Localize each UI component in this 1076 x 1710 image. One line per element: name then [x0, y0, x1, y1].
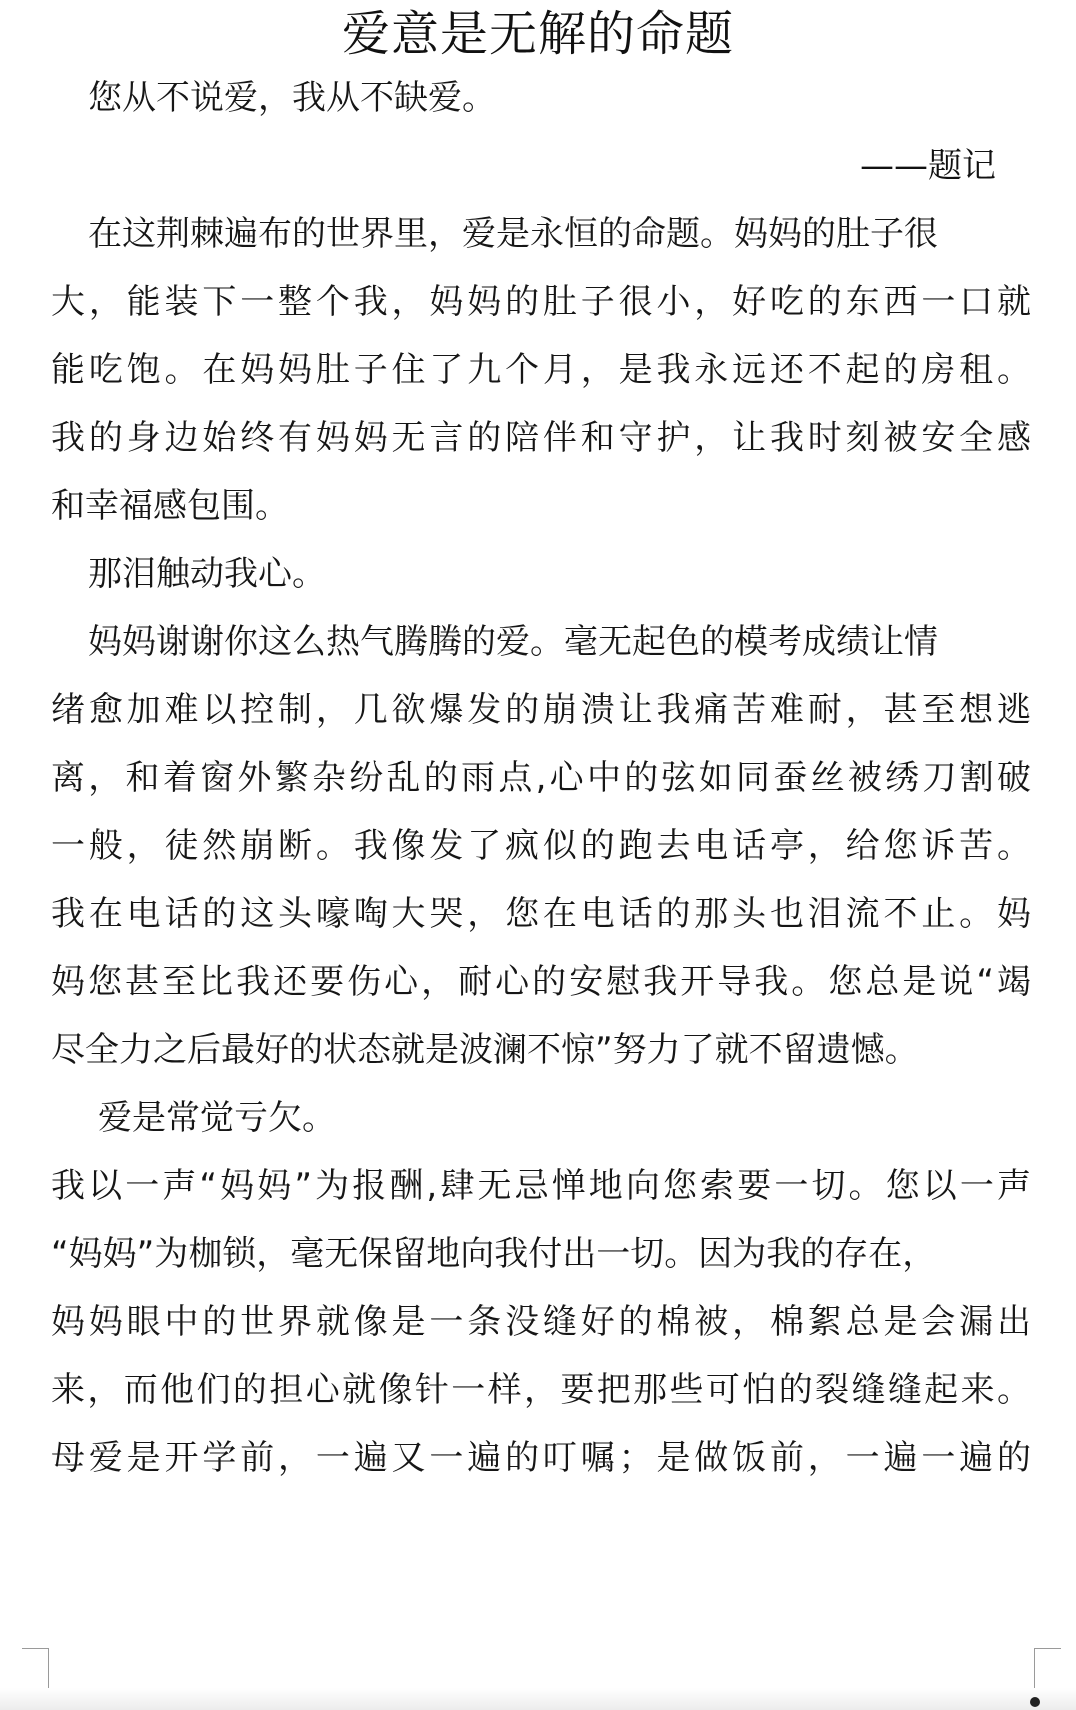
epigraph-sign: ——题记 [860, 146, 996, 186]
epigraph: 您从不说爱，我从不缺爱。 [88, 78, 496, 118]
text-line: 绪愈加难以控制，几欲爆发的崩溃让我痛苦难耐，甚至想逃 [51, 690, 1031, 730]
text-line: 我在电话的这头嚎啕大哭，您在电话的那头也泪流不止。妈 [51, 894, 1031, 934]
text-line: “妈妈”为枷锁，毫无保留地向我付出一切。因为我的存在， [51, 1234, 937, 1274]
text-line: 妈妈眼中的世界就像是一条没缝好的棉被，棉絮总是会漏出 [51, 1302, 1031, 1342]
page-bottom-edge [0, 1688, 1076, 1710]
page-corner-mark-right [1034, 1648, 1061, 1689]
text-line: 母爱是开学前，一遍又一遍的叮嘱；是做饭前，一遍一遍的 [51, 1438, 1031, 1478]
text-line: 能吃饱。在妈妈肚子住了九个月，是我永远还不起的房租。 [51, 350, 1031, 390]
text-line: 大，能装下一整个我，妈妈的肚子很小，好吃的东西一口就 [51, 282, 1031, 322]
text-line: 妈妈谢谢你这么热气腾腾的爱。毫无起色的模考成绩让情 [88, 622, 938, 662]
text-line: 爱是常觉亏欠。 [98, 1098, 336, 1138]
text-line: 那泪触动我心。 [88, 554, 326, 594]
text-line: 离，和着窗外繁杂纷乱的雨点,心中的弦如同蚕丝被绣刀割破 [51, 758, 1031, 798]
text-line: 我的身边始终有妈妈无言的陪伴和守护，让我时刻被安全感 [51, 418, 1031, 458]
text-line: 我以一声“妈妈”为报酬,肆无忌惮地向您索要一切。您以一声 [51, 1166, 1031, 1206]
text-line: 在这荆棘遍布的世界里，爱是永恒的命题。妈妈的肚子很 [88, 214, 938, 254]
text-line: 和幸福感包围。 [51, 486, 289, 526]
document-title: 爱意是无解的命题 [341, 6, 734, 62]
text-line: 一般，徒然崩断。我像发了疯似的跑去电话亭，给您诉苦。 [51, 826, 1031, 866]
text-line: 妈您甚至比我还要伤心，耐心的安慰我开导我。您总是说“竭 [51, 962, 1031, 1002]
text-line: 来，而他们的担心就像针一样，要把那些可怕的裂缝缝起来。 [51, 1370, 1031, 1410]
scroll-indicator[interactable] [1030, 1697, 1040, 1707]
text-line: 尽全力之后最好的状态就是波澜不惊”努力了就不留遗憾。 [51, 1030, 919, 1070]
page-corner-mark-left [22, 1648, 49, 1689]
